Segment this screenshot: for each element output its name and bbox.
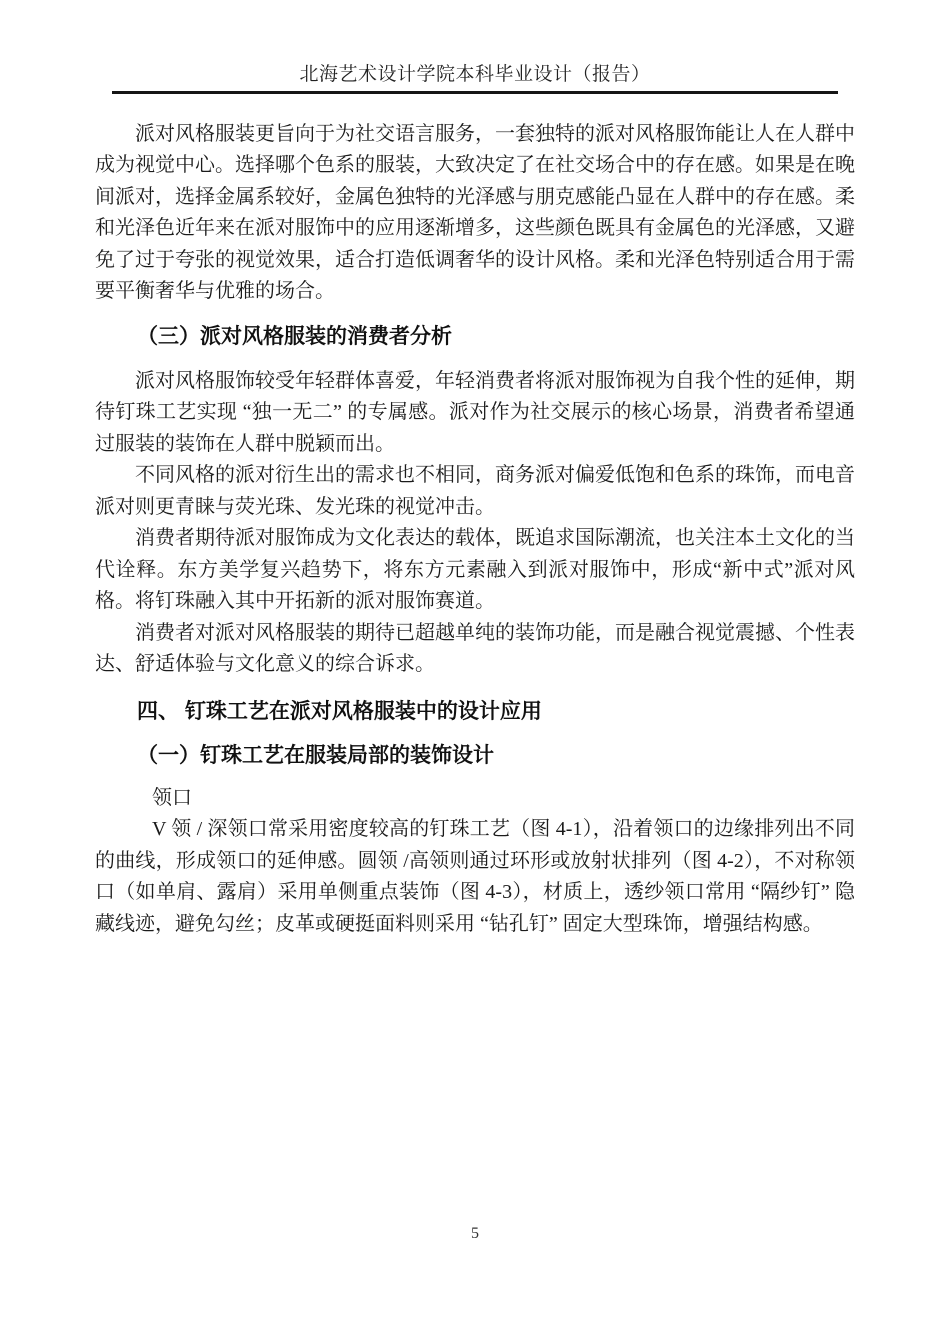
heading-chapter-four: 四、 钉珠工艺在派对风格服装中的设计应用 [137, 699, 542, 723]
page-footer [0, 1224, 950, 1244]
document-body [95, 119, 855, 941]
paragraph-neckline-detail: V 领 / 深领口常采用密度较高的钉珠工艺（图 4-1），沿着领口的边缘排列出不同的曲线，形成领口的延伸感。圆领 /高领则通过环形或放射状排列（图 4-2），不对称领口（如单肩、露肩）采用单侧重点装饰（图 4-3），材质上，透纱领口常用 “隔纱钉” 隐藏线迹，避免勾丝；皮革或硬挺面料则采用 “钻孔钉” 固定大型珠饰，增强结构感。 [95, 818, 855, 935]
heading-section-one: （一）钉珠工艺在服装局部的装饰设计 [137, 743, 494, 767]
header-title: 北海艺术设计学院本科毕业设计（报告） [299, 64, 651, 85]
paragraph-consumer-culture: 消费者期待派对服饰成为文化表达的载体，既追求国际潮流，也关注本土文化的当代诠释。东方美学复兴趋势下，将东方元素融入到派对服饰中，形成“新中式”派对风格。将钉珠融入其中开拓新的派对服饰赛道。 [95, 527, 855, 612]
paragraph-party-social: 派对风格服装更旨向于为社交语言服务，一套独特的派对风格服饰能让人在人群中成为视觉中心。选择哪个色系的服装，大致决定了在社交场合中的存在感。如果是在晚间派对，选择金属系较好，金属色独特的光泽感与朋克感能凸显在人群中的存在感。柔和光泽色近年来在派对服饰中的应用逐渐增多，这些颜色既具有金属色的光泽感，又避免了过于夸张的视觉效果，适合打造低调奢华的设计风格。柔和光泽色特别适合用于需要平衡奢华与优雅的场合。 [95, 122, 855, 302]
page-number: 5 [471, 1225, 479, 1242]
paragraph-consumer-expectation: 消费者对派对风格服装的期待已超越单纯的装饰功能，而是融合视觉震撼、个性表达、舒适体验与文化意义的综合诉求。 [95, 621, 855, 675]
paragraph-neckline-label: 领口 [152, 786, 192, 809]
paragraph-consumer-styles: 不同风格的派对衍生出的需求也不相同，商务派对偏爱低饱和色系的珠饰，而电音派对则更青睐与荧光珠、发光珠的视觉冲击。 [95, 464, 855, 518]
heading-consumer-analysis: （三）派对风格服装的消费者分析 [137, 324, 452, 348]
paragraph-consumer-young: 派对风格服饰较受年轻群体喜爱，年轻消费者将派对服饰视为自我个性的延伸，期待钉珠工艺实现 “独一无二” 的专属感。派对作为社交展示的核心场景，消费者希望通过服装的装饰在人群中脱颖而出。 [95, 369, 855, 455]
page-header [95, 62, 855, 94]
header-rule [112, 91, 838, 94]
